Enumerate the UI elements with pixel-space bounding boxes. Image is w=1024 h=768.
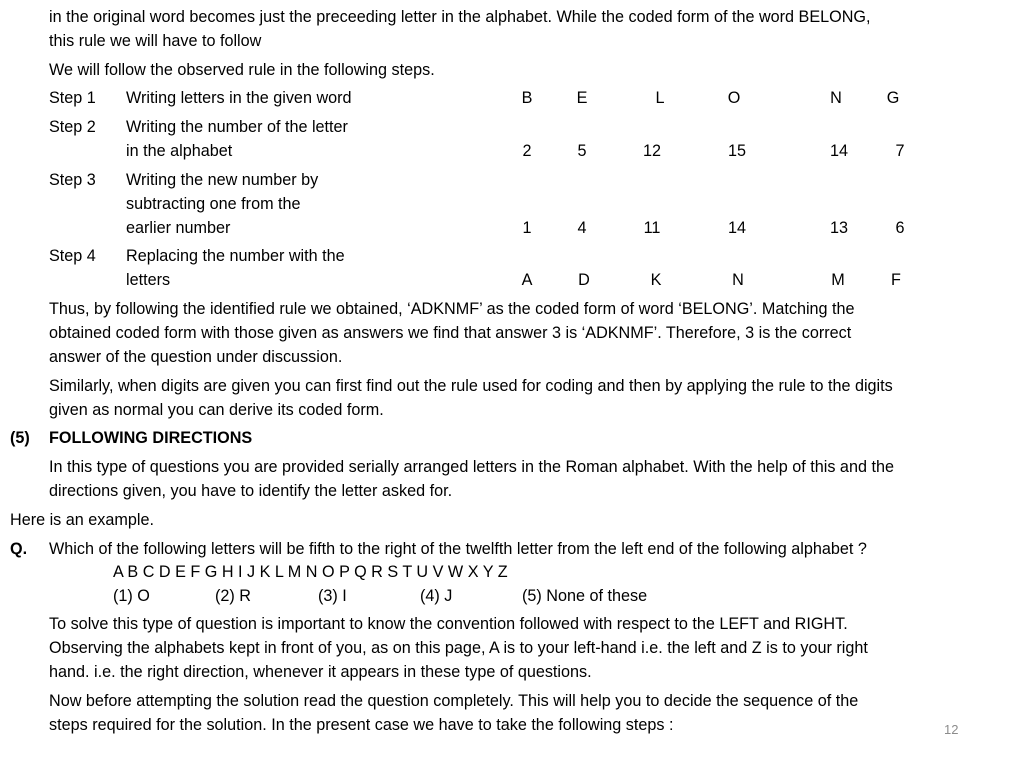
step-value: 12 xyxy=(642,142,661,160)
step-value: M xyxy=(831,271,845,289)
step-label: Step 3 xyxy=(49,171,96,189)
paragraph-line: Now before attempting the solution read the question completely. This will help you to decide the sequence of the xyxy=(49,692,859,710)
paragraph-line: Similarly, when digits are given you can first find out the rule used for coding and then by applying the rule to the digits xyxy=(49,377,893,395)
question-text: Which of the following letters will be fifth to the right of the twelfth letter from the left end of the following alphabet ? xyxy=(49,540,867,558)
step-label: Step 4 xyxy=(49,247,96,265)
step-value: L xyxy=(655,89,665,107)
intro-line: this rule we will have to follow xyxy=(49,32,262,50)
step-value: N xyxy=(830,89,842,107)
step-value: 15 xyxy=(727,142,746,160)
step-description: letters xyxy=(126,271,171,289)
step-value: 14 xyxy=(829,142,848,160)
answer-option: (2) R xyxy=(215,587,251,605)
conclusion-line: obtained coded form with those given as answers we find that answer 3 is ‘ADKNMF’. Therefore, 3 is the correct xyxy=(49,324,852,342)
page-number: 12 xyxy=(944,722,959,737)
answer-option: (3) I xyxy=(318,587,347,605)
paragraph-line: directions given, you have to identify the letter asked for. xyxy=(49,482,453,500)
step-description: Writing the new number by xyxy=(126,171,319,189)
step-value: 1 xyxy=(522,219,532,237)
step-value: 14 xyxy=(727,219,746,237)
step-description: earlier number xyxy=(126,219,231,237)
step-value: 13 xyxy=(829,219,848,237)
paragraph-line: In this type of questions you are provided serially arranged letters in the Roman alphabet. With the help of this and the xyxy=(49,458,894,476)
intro-line: We will follow the observed rule in the following steps. xyxy=(49,61,435,79)
paragraph-line: To solve this type of question is important to know the convention followed with respect to the LEFT and RIGHT. xyxy=(49,615,848,633)
question-marker: Q. xyxy=(10,540,28,558)
step-value: 7 xyxy=(895,142,905,160)
step-value: D xyxy=(578,271,590,289)
step-value: 6 xyxy=(895,219,905,237)
step-value: K xyxy=(650,271,662,289)
conclusion-line: answer of the question under discussion. xyxy=(49,348,343,366)
paragraph-line: Observing the alphabets kept in front of you, as on this page, A is to your left-hand i.e. the left and Z is to your right xyxy=(49,639,868,657)
answer-option: (1) O xyxy=(113,587,150,605)
step-description: Replacing the number with the xyxy=(126,247,345,265)
paragraph-line: given as normal you can derive its coded form. xyxy=(49,401,384,419)
step-description: subtracting one from the xyxy=(126,195,301,213)
step-value: 5 xyxy=(577,142,587,160)
step-value: E xyxy=(576,89,588,107)
paragraph-line: hand. i.e. the right direction, whenever it appears in these type of questions. xyxy=(49,663,592,681)
step-label: Step 2 xyxy=(49,118,96,136)
section-number: (5) xyxy=(10,429,30,447)
answer-option: (4) J xyxy=(420,587,453,605)
step-value: A xyxy=(521,271,533,289)
step-value: 4 xyxy=(577,219,587,237)
alphabet-row: A B C D E F G H I J K L M N O P Q R S T U V W X Y Z xyxy=(113,563,508,581)
section-title: FOLLOWING DIRECTIONS xyxy=(49,429,253,447)
step-value: 11 xyxy=(643,219,661,237)
example-intro: Here is an example. xyxy=(10,511,154,529)
step-description: in the alphabet xyxy=(126,142,233,160)
step-value: G xyxy=(886,89,900,107)
intro-line: in the original word becomes just the preceeding letter in the alphabet. While the coded form of the word BELONG, xyxy=(49,8,871,26)
step-value: 2 xyxy=(522,142,532,160)
step-value: F xyxy=(891,271,901,289)
step-description: Writing the number of the letter xyxy=(126,118,348,136)
conclusion-line: Thus, by following the identified rule we obtained, ‘ADKNMF’ as the coded form of word ‘BELONG’. Matching the xyxy=(49,300,855,318)
step-value: O xyxy=(727,89,741,107)
step-value: B xyxy=(521,89,533,107)
step-description: Writing letters in the given word xyxy=(126,89,352,107)
answer-option: (5) None of these xyxy=(522,587,648,605)
paragraph-line: steps required for the solution. In the present case we have to take the following steps : xyxy=(49,716,674,734)
step-label: Step 1 xyxy=(49,89,96,107)
step-value: N xyxy=(732,271,744,289)
